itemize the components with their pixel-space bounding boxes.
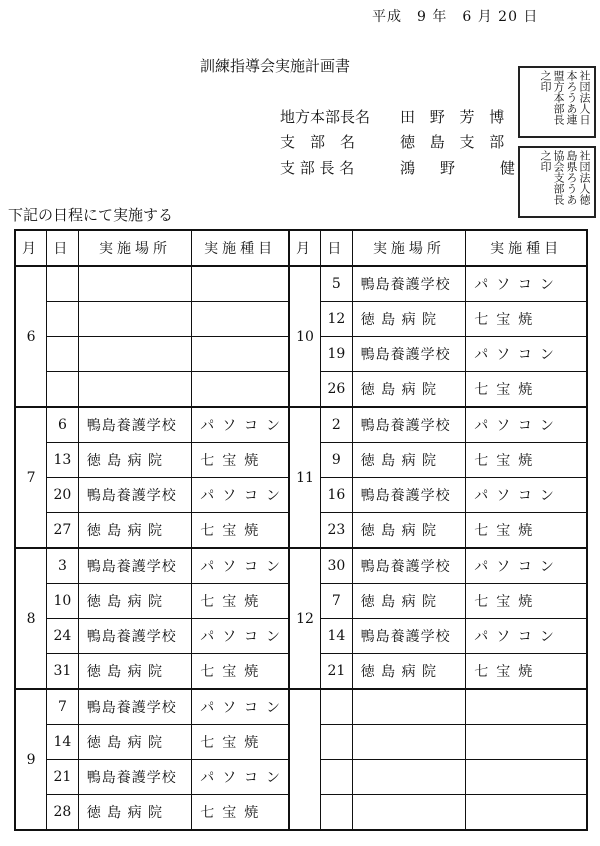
place-cell: 鴨島養護学校 [78,760,192,795]
place-cell: 徳 島 病 院 [78,654,192,690]
place-cell [352,725,466,760]
type-cell [466,760,587,795]
day-cell: 2 [321,407,353,443]
type-cell: パソコン [466,266,587,302]
type-cell: 七宝焼 [466,654,587,690]
day-cell: 5 [321,266,353,302]
day-cell: 24 [47,619,79,654]
month-cell: 6 [15,266,47,407]
day-cell: 19 [321,337,353,372]
place-cell [78,266,192,302]
type-cell: パソコン [192,619,289,654]
table-row [15,689,587,725]
day-cell: 26 [321,372,353,408]
type-cell [466,725,587,760]
day-cell: 21 [321,654,353,690]
type-cell: パソコン [466,407,587,443]
day-cell: 20 [47,478,79,513]
place-cell: 鴨島養護学校 [352,619,466,654]
month-cell: 8 [15,548,47,689]
day-cell [321,725,353,760]
place-cell: 徳 島 病 院 [78,795,192,831]
signature-row-branch-head [280,157,520,179]
place-cell: 鴨島養護学校 [78,689,192,725]
place-cell: 徳 島 病 院 [78,584,192,619]
seal-stamp-headquarters [518,66,596,138]
place-cell: 鴨島養護学校 [352,266,466,302]
header-place: 実施場所 [78,230,192,266]
place-cell: 徳 島 病 院 [78,725,192,760]
day-cell: 7 [321,584,353,619]
day-cell: 23 [321,513,353,549]
type-cell: 七宝焼 [466,302,587,337]
day-cell: 28 [47,795,79,831]
month-cell: 12 [289,548,321,689]
type-cell: 七宝焼 [466,513,587,549]
type-cell: パソコン [192,407,289,443]
month-cell: 9 [15,689,47,830]
schedule-table [14,229,588,831]
month-cell: 7 [15,407,47,548]
place-cell: 徳 島 病 院 [78,513,192,549]
place-cell: 徳 島 病 院 [352,443,466,478]
day-cell [321,795,353,831]
day-cell: 12 [321,302,353,337]
place-cell: 鴨島養護学校 [78,548,192,584]
place-cell [78,302,192,337]
day-cell: 31 [47,654,79,690]
signature-name: 徳 島 支 部 [400,133,510,151]
place-cell: 徳 島 病 院 [352,302,466,337]
day-cell: 3 [47,548,79,584]
place-cell [352,689,466,725]
type-cell: 七宝焼 [192,654,289,690]
place-cell: 鴨島養護学校 [352,548,466,584]
type-cell: 七宝焼 [192,584,289,619]
day-cell: 14 [321,619,353,654]
type-cell: パソコン [466,619,587,654]
table-header-row [15,230,587,266]
type-cell: パソコン [466,337,587,372]
seal-stamp-text: 社団法人徳島県ろうあ協会支部長之印 [539,150,591,205]
signature-label: 支 部 長 名 [280,159,355,177]
day-cell: 27 [47,513,79,549]
signature-label: 地方本部長名 [280,108,371,126]
place-cell: 徳 島 病 院 [352,654,466,690]
type-cell: 七宝焼 [466,584,587,619]
place-cell [352,760,466,795]
intro-text: 下記の日程にて実施する [8,206,174,224]
place-cell: 鴨島養護学校 [78,407,192,443]
day-cell [321,760,353,795]
type-cell: パソコン [192,760,289,795]
header-type: 実施種目 [192,230,289,266]
header-day: 日 [321,230,353,266]
day-cell: 21 [47,760,79,795]
signature-row-branch [280,131,520,153]
type-cell [466,689,587,725]
document-date: 平成 9 年 6 月 20 日 [372,9,539,25]
day-cell: 7 [47,689,79,725]
document-title: 訓練指導会実施計画書 [200,57,351,75]
type-cell [192,302,289,337]
header-type: 実施種目 [466,230,587,266]
place-cell: 鴨島養護学校 [78,619,192,654]
place-cell: 徳 島 病 院 [78,443,192,478]
day-cell [47,266,79,302]
day-cell: 6 [47,407,79,443]
place-cell: 徳 島 病 院 [352,372,466,408]
day-cell: 13 [47,443,79,478]
type-cell: 七宝焼 [192,795,289,831]
place-cell: 鴨島養護学校 [352,407,466,443]
type-cell [192,266,289,302]
type-cell [192,337,289,372]
table-row [15,407,587,443]
type-cell: 七宝焼 [466,443,587,478]
day-cell [47,372,79,408]
seal-stamp-branch [518,146,596,218]
place-cell: 鴨島養護学校 [78,478,192,513]
day-cell [47,337,79,372]
month-cell [289,689,321,830]
place-cell [78,337,192,372]
type-cell: パソコン [192,548,289,584]
place-cell: 徳 島 病 院 [352,584,466,619]
day-cell: 30 [321,548,353,584]
type-cell [192,372,289,408]
header-day: 日 [47,230,79,266]
type-cell: パソコン [466,548,587,584]
header-place: 実施場所 [352,230,466,266]
type-cell: 七宝焼 [192,443,289,478]
header-month: 月 [289,230,321,266]
type-cell: パソコン [466,478,587,513]
place-cell: 鴨島養護学校 [352,478,466,513]
type-cell: 七宝焼 [466,372,587,408]
header-month: 月 [15,230,47,266]
type-cell: 七宝焼 [192,725,289,760]
signature-label: 支 部 名 [280,133,356,151]
type-cell: パソコン [192,478,289,513]
month-cell: 11 [289,407,321,548]
day-cell: 10 [47,584,79,619]
table-row [15,266,587,302]
seal-stamp-text: 社団法人日本ろうあ連盟方本部長之印 [539,70,591,125]
type-cell [466,795,587,831]
table-row [15,548,587,584]
day-cell: 9 [321,443,353,478]
month-cell: 10 [289,266,321,407]
day-cell [47,302,79,337]
day-cell: 16 [321,478,353,513]
place-cell [78,372,192,408]
place-cell: 徳 島 病 院 [352,513,466,549]
signature-row-headquarters [280,106,520,128]
place-cell [352,795,466,831]
type-cell: 七宝焼 [192,513,289,549]
signature-name: 鴻 野 健 [400,159,521,177]
signature-name: 田 野 芳 博 [400,108,510,126]
day-cell [321,689,353,725]
place-cell: 鴨島養護学校 [352,337,466,372]
type-cell: パソコン [192,689,289,725]
day-cell: 14 [47,725,79,760]
